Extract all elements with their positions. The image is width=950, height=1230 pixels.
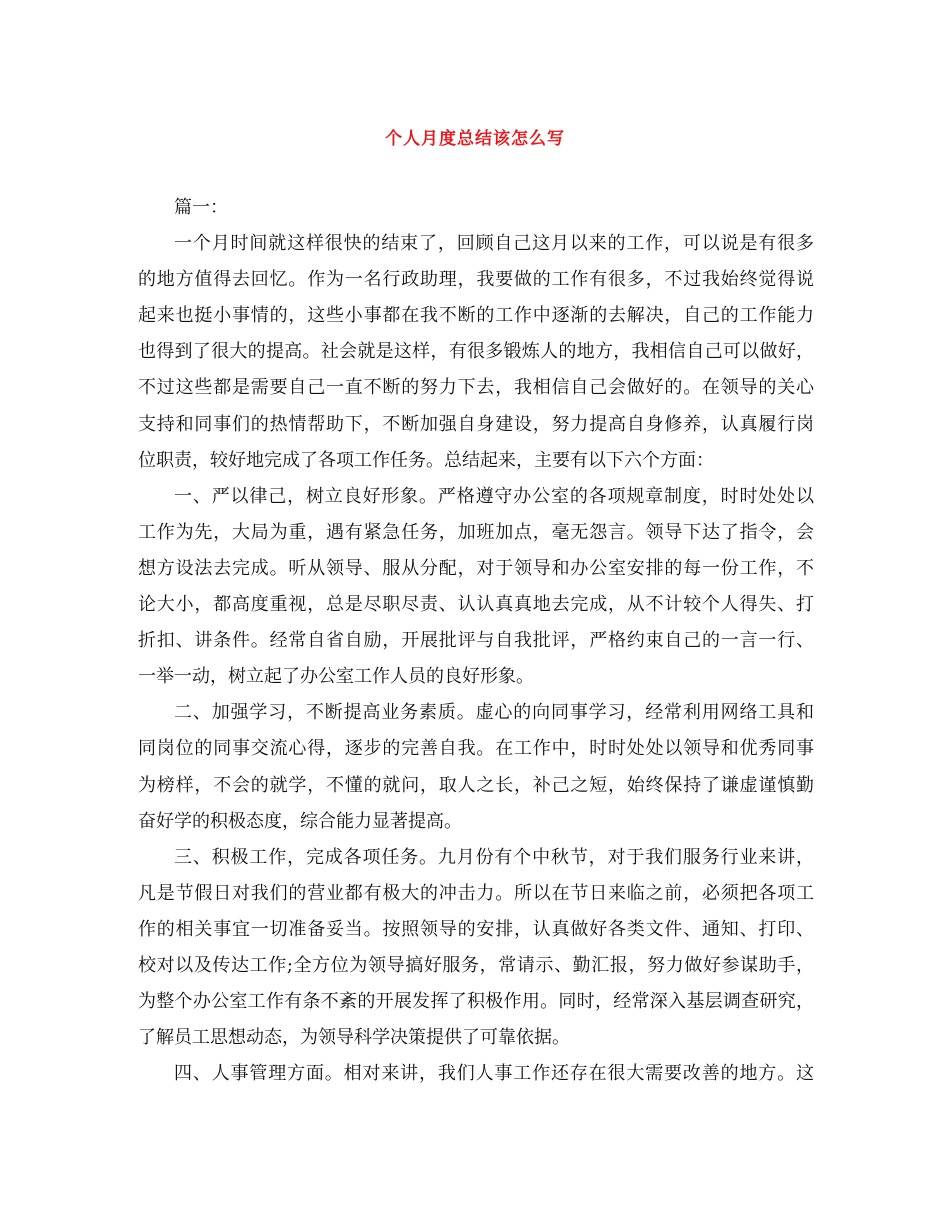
text-line: 位职责，较好地完成了各项工作任务。总结起来，主要有以下六个方面： (138, 449, 714, 471)
text-line: 想方设法去完成。听从领导、服从分配，对于领导和办公室安排的每一份工作，不 (138, 557, 814, 579)
text-line: 同岗位的同事交流心得，逐步的完善自我。在工作中，时时处处以领导和优秀同事 (138, 738, 814, 760)
text-line: 一、严以律己，树立良好形象。严格遵守办公室的各项规章制度，时时处处以 (174, 485, 814, 507)
text-line: 不过这些都是需要自己一直不断的努力下去，我相信自己会做好的。在领导的关心 (138, 377, 814, 399)
text-line: 校对以及传达工作;全方位为领导搞好服务，常请示、勤汇报，努力做好参谋助手， (138, 954, 814, 976)
text-line: 起来也挺小事情的，这些小事都在我不断的工作中逐渐的去解决，自己的工作能力 (138, 305, 814, 327)
text-line: 一个月时间就这样很快的结束了，回顾自己这月以来的工作，可以说是有很多 (174, 233, 814, 255)
document-title: 个人月度总结该怎么写 (385, 129, 565, 149)
text-line: 三、积极工作，完成各项任务。九月份有个中秋节，对于我们服务行业来讲， (174, 846, 814, 868)
text-line: 二、加强学习，不断提高业务素质。虚心的向同事学习，经常利用网络工具和 (174, 702, 814, 724)
document-body (138, 190, 814, 1092)
text-line: 凡是节假日对我们的营业都有极大的冲击力。所以在节日来临之前，必须把各项工 (138, 882, 814, 904)
text-line: 作的相关事宜一切准备妥当。按照领导的安排，认真做好各类文件、通知、打印、 (138, 918, 814, 940)
text-line: 支持和同事们的热情帮助下，不断加强自身建设，努力提高自身修养，认真履行岗 (138, 413, 814, 435)
text-line: 论大小，都高度重视，总是尽职尽责、认认真真地去完成，从不计较个人得失、打 (138, 594, 814, 616)
text-line: 四、人事管理方面。相对来讲，我们人事工作还存在很大需要改善的地方。这 (174, 1063, 814, 1085)
text-line: 折扣、讲条件。经常自省自励，开展批评与自我批评，严格约束自己的一言一行、 (138, 630, 814, 652)
text-line: 为榜样，不会的就学，不懂的就问，取人之长，补己之短，始终保持了谦虚谨慎勤 (138, 774, 814, 796)
text-line: 也得到了很大的提高。社会就是这样，有很多锻炼人的地方，我相信自己可以做好， (138, 341, 814, 363)
text-line: 了解员工思想动态，为领导科学决策提供了可靠依据。 (138, 1027, 570, 1049)
text-line: 工作为先，大局为重，遇有紧急任务，加班加点，毫无怨言。领导下达了指令，会 (138, 521, 814, 543)
section-label: 篇一： (174, 197, 228, 218)
text-line: 一举一动，树立起了办公室工作人员的良好形象。 (138, 666, 534, 688)
text-line: 的地方值得去回忆。作为一名行政助理，我要做的工作有很多，不过我始终觉得说 (138, 269, 814, 291)
text-line: 奋好学的积极态度，综合能力显著提高。 (138, 810, 462, 832)
text-line: 为整个办公室工作有条不紊的开展发挥了积极作用。同时，经常深入基层调查研究， (138, 991, 814, 1013)
